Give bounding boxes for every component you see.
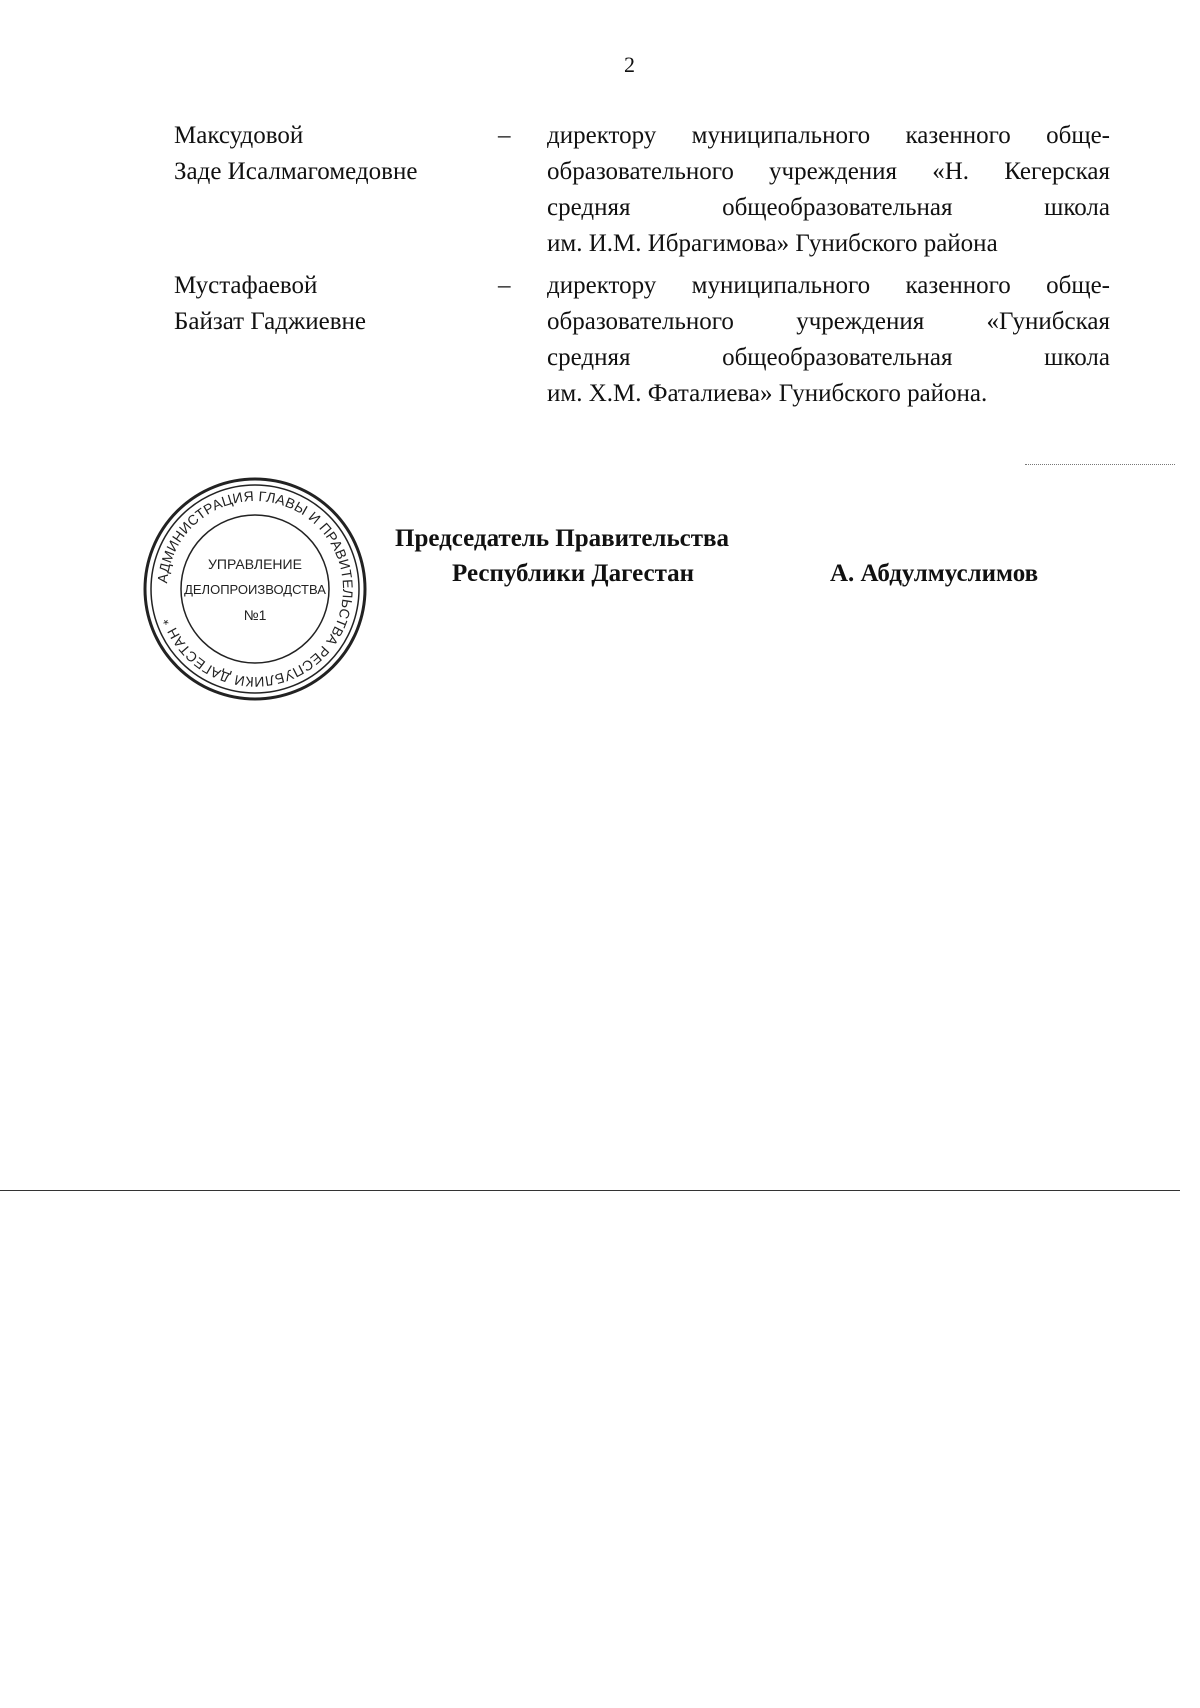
scan-border-line [0,1190,1180,1191]
position-description [547,118,1110,262]
surname: Максудовой [174,122,304,149]
stamp-line: УПРАВЛЕНИЕ [208,556,302,572]
stamp-line: №1 [243,607,267,623]
desc-line: директору муниципального казенного обще- [547,272,1110,299]
surname: Мустафаевой [174,272,318,299]
dash: – [498,122,511,149]
signatory-name: А. Абдулмуслимов [830,560,1039,587]
desc-line: директору муниципального казенного обще- [547,122,1110,149]
desc-line: им. Х.М. Фаталиева» Гунибского района. [547,380,988,407]
given-name: Заде Исалмагомедовне [174,158,418,185]
desc-line: средняя общеобразовательная школа [547,344,1110,371]
appointee-name [174,268,494,340]
stamp-ring-text: АДМИНИСТРАЦИЯ ГЛАВЫ И ПРАВИТЕЛЬСТВА РЕСПУБЛИКИ ДАГЕСТАН * [154,487,357,691]
page-number: 2 [624,52,635,77]
desc-line: средняя общеобразовательная школа [547,194,1110,221]
official-stamp [140,474,370,704]
desc-line: им. И.М. Ибрагимова» Гунибского района [547,230,998,257]
desc-line: образовательного учреждения «Гунибская [547,308,1110,335]
signatory-title-line2: Республики Дагестан [452,560,695,587]
appointee-name [174,118,494,190]
stamp-line: ДЕЛОПРОИЗВОДСТВА [184,582,326,597]
scan-artifact-line [1025,464,1175,465]
dash: – [498,272,511,299]
position-description [547,268,1110,412]
signatory-title-line1: Председатель Правительства [395,525,730,552]
given-name: Байзат Гаджиевне [174,308,367,335]
desc-line: образовательного учреждения «Н. Кегерская [547,158,1110,185]
